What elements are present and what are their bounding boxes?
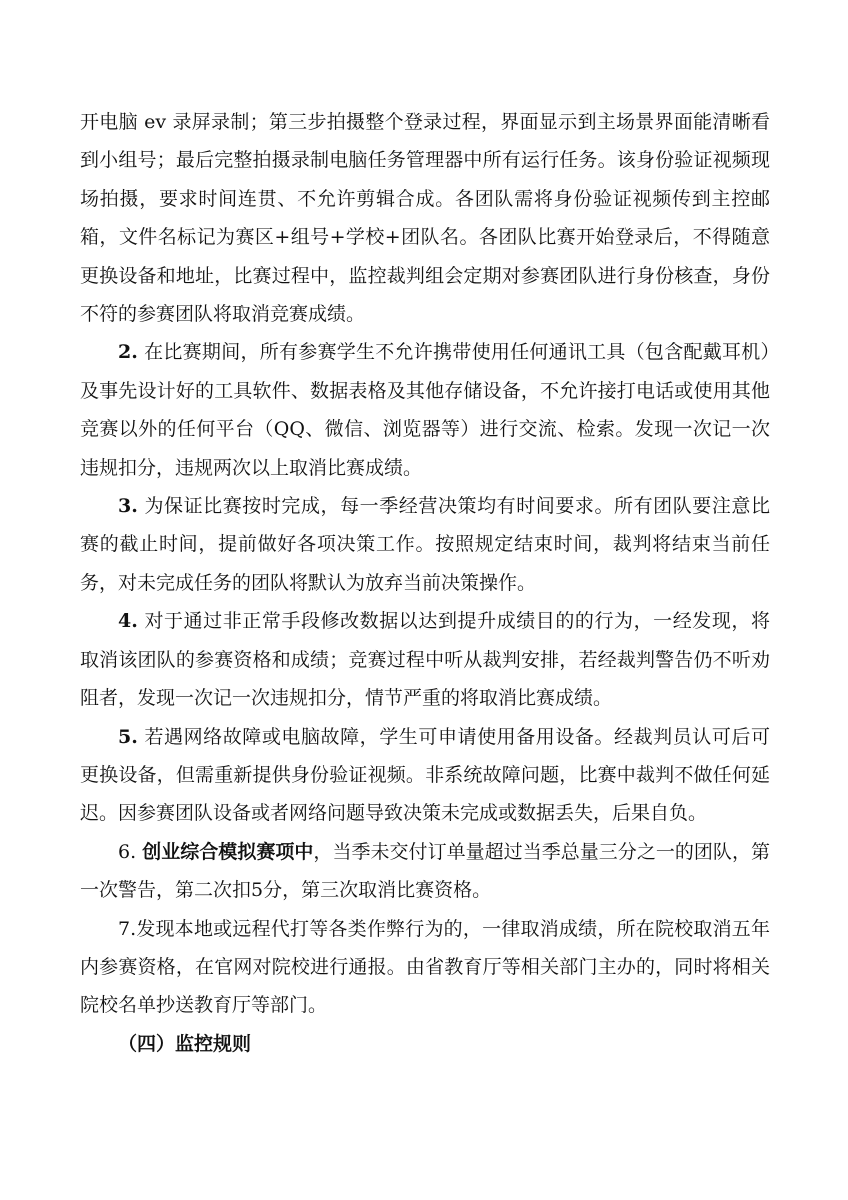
- paragraph-text: 开电脑 ev 录屏录制；第三步拍摄整个登录过程，界面显示到主场景界面能清晰看到小组号；最后完整拍摄录制电脑任务管理器中所有运行任务。该身份验证视频现场拍摄，要求时间连贯、不允许剪辑合成。各团队需将身份验证视频传到主控邮箱，文件名标记为赛区+组号+学校+团队名。各团队比赛开始登录后，不得随意更换设备和地址，比赛过程中，监控裁判组会定期对参赛团队进行身份核查，身份不符的参赛团队将取消竞赛成绩。: [80, 111, 770, 326]
- item-number: 5.: [118, 725, 138, 748]
- document-page: [80, 103, 770, 1063]
- item-number: 4.: [118, 610, 138, 633]
- paragraph-bold-lead: 创业综合模拟赛项中: [142, 840, 314, 863]
- paragraph-6: [80, 833, 770, 910]
- paragraph-text: 为保证比赛按时完成，每一季经营决策均有时间要求。所有团队要注意比赛的截止时间，提前做好各项决策工作。按照规定结束时间，裁判将结束当前任务，对未完成任务的团队将默认为放弃当前决策操作。: [80, 495, 770, 594]
- item-number: 3.: [118, 495, 138, 518]
- item-number: 6.: [118, 840, 143, 863]
- paragraph-text: 对于通过非正常手段修改数据以达到提升成绩目的的行为，一经发现，将取消该团队的参赛资格和成绩；竞赛过程中听从裁判安排，若经裁判警告仍不听劝阻者，发现一次记一次违规扣分，情节严重的将取消比赛成绩。: [80, 610, 770, 710]
- paragraph-3: [80, 487, 770, 602]
- paragraph-1: [80, 103, 770, 333]
- item-number: 7.: [118, 917, 137, 940]
- paragraph-text: 在比赛期间，所有参赛学生不允许携带使用任何通讯工具（包含配戴耳机）及事先设计好的工具软件、数据表格及其他存储设备，不允许接打电话或使用其他竞赛以外的任何平台（QQ、微信、浏览器等）进行交流、检索。发现一次记一次违规扣分，违规两次以上取消比赛成绩。: [80, 341, 770, 479]
- paragraph-5: [80, 718, 770, 833]
- paragraph-2: [80, 333, 770, 487]
- item-number: 2.: [118, 341, 138, 364]
- paragraph-4: [80, 602, 770, 717]
- paragraph-text: 若遇网络故障或电脑故障，学生可申请使用备用设备。经裁判员认可后可更换设备，但需重新提供身份验证视频。非系统故障问题，比赛中裁判不做任何延迟。因参赛团队设备或者网络问题导致决策未完成或数据丢失，后果自负。: [80, 725, 770, 825]
- paragraph-7: [80, 910, 770, 1025]
- paragraph-text: ，当季未交付订单量超过当季总量三分之一的团队，第一次警告，第二次扣5分，第三次取消比赛资格。: [80, 840, 770, 902]
- section-heading: （四）监控规则: [118, 1032, 252, 1055]
- paragraph-text: 发现本地或远程代打等各类作弊行为的，一律取消成绩，所在院校取消五年内参赛资格，在官网对院校进行通报。由省教育厅等相关部门主办的，同时将相关院校名单抄送教育厅等部门。: [80, 917, 770, 1017]
